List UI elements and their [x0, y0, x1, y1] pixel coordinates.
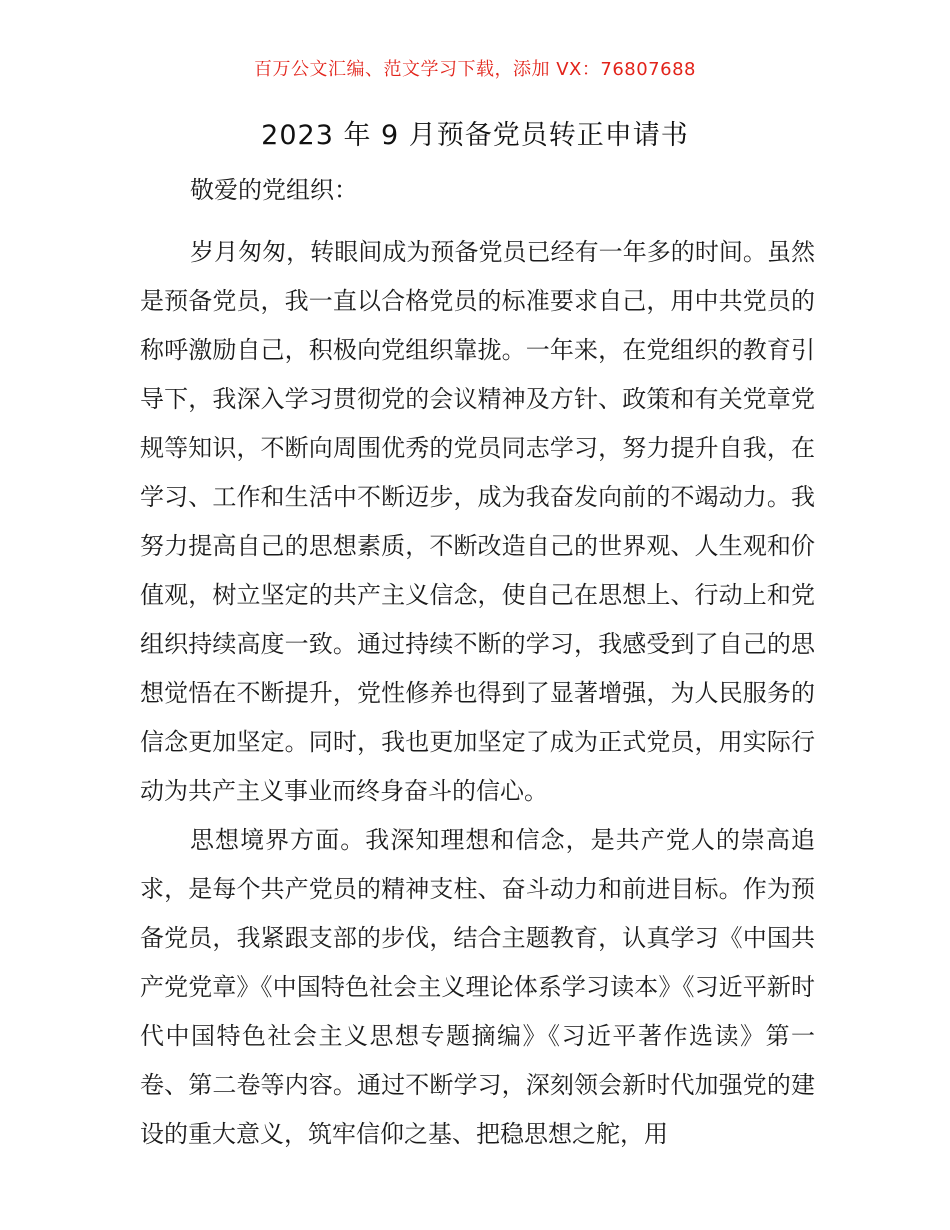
promo-banner: 百万公文汇编、范文学习下载，添加 VX：76807688 — [254, 59, 696, 80]
salutation: 敬爱的党组织： — [190, 176, 358, 204]
paragraph-1: 岁月匆匆，转眼间成为预备党员已经有一年多的时间。虽然是预备党员，我一直以合格党员的标准要求自己，用中共党员的称呼激励自己，积极向党组织靠拢。一年来，在党组织的教育引导下，我深入学习贯彻党的会议精神及方针、政策和有关党章党规等知识，不断向周围优秀的党员同志学习，努力提升自我，在学习、工作和生活中不断迈步，成为我奋发向前的不竭动力。我努力提高自己的思想素质，不断改造自己的世界观、人生观和价值观，树立坚定的共产主义信念，使自己在思想上、行动上和党组织持续高度一致。通过持续不断的学习，我感受到了自己的思想觉悟在不断提升，党性修养也得到了显著增强，为人民服务的信念更加坚定。同时，我也更加坚定了成为正式党员，用实际行动为共产主义事业而终身奋斗的信心。 — [140, 238, 815, 805]
paragraph-2: 思想境界方面。我深知理想和信念，是共产党人的崇高追求，是每个共产党员的精神支柱、奋斗动力和前进目标。作为预备党员，我紧跟支部的步伐，结合主题教育，认真学习《中国共产党党章》《中国特色社会主义理论体系学习读本》《习近平新时代中国特色社会主义思想专题摘编》《习近平著作选读》第一卷、第二卷等内容。通过不断学习，深刻领会新时代加强党的建设的重大意义，筑牢信仰之基、把稳思想之舵，用 — [140, 826, 815, 1148]
document-title: 2023 年 9 月预备党员转正申请书 — [261, 120, 689, 151]
document-body — [140, 166, 815, 1159]
